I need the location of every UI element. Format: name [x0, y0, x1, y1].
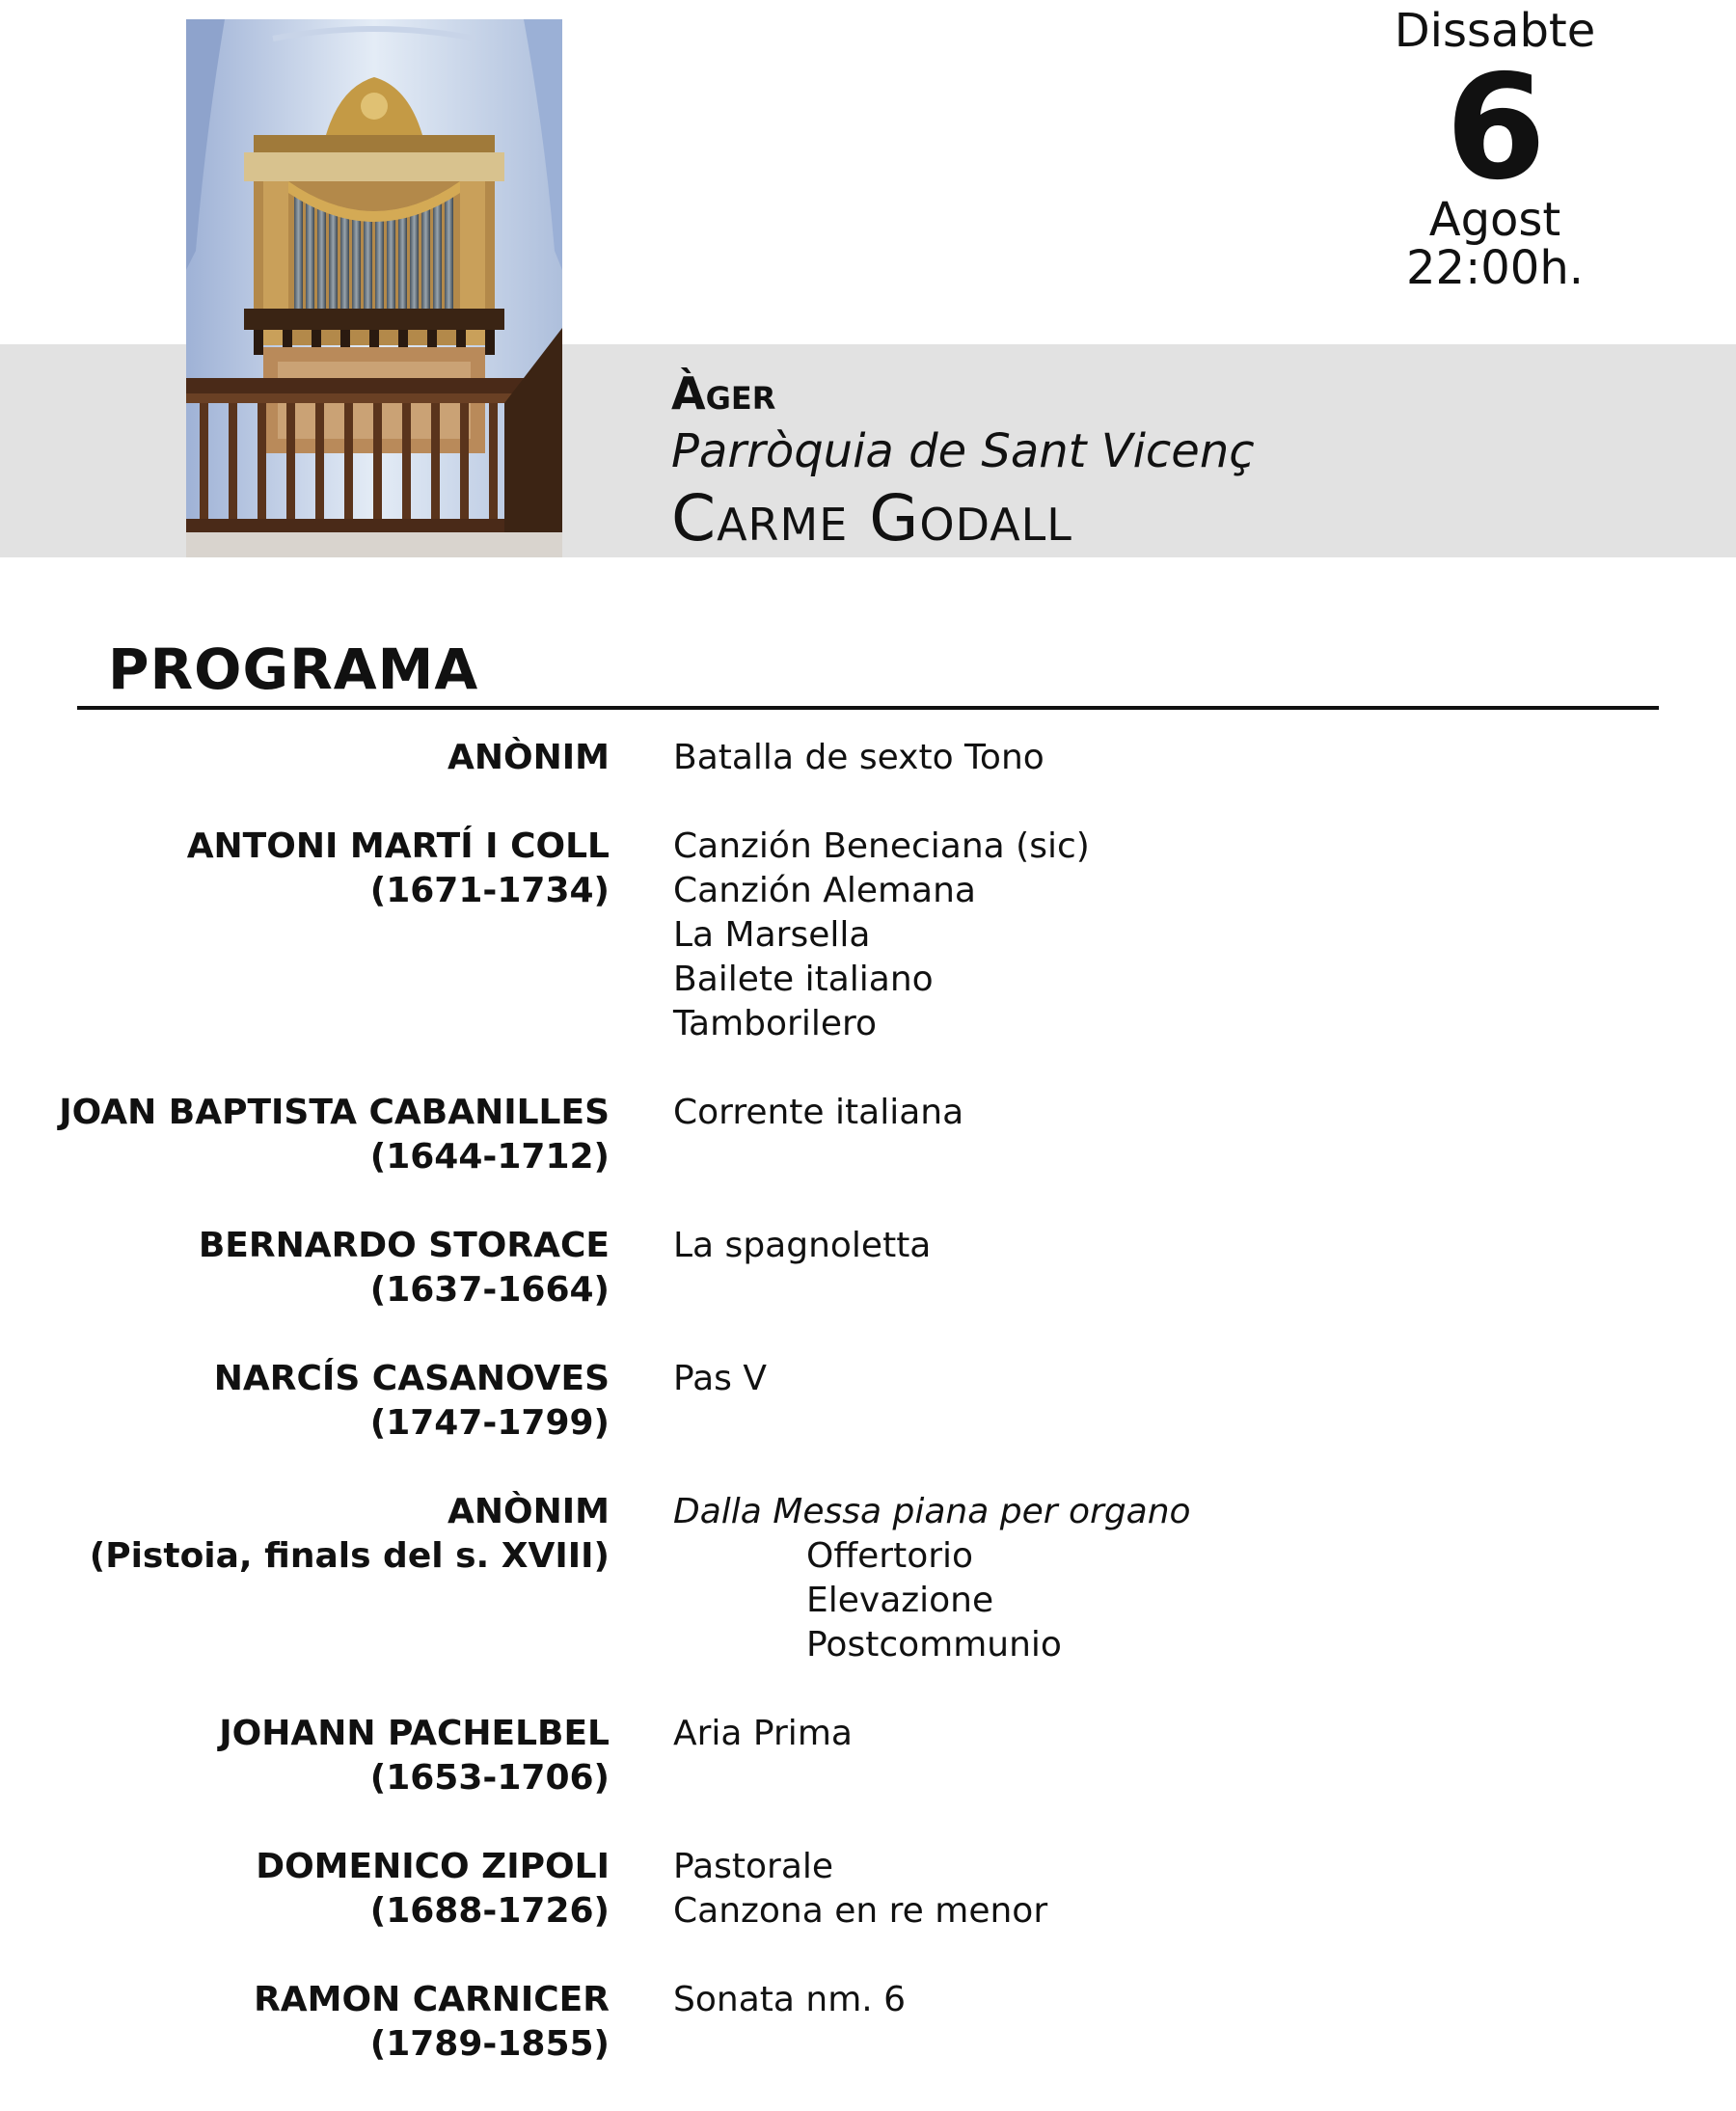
composer-name: JOAN BAPTISTA CABANILLES	[59, 1093, 610, 1132]
composer-name: ANTONI MARTÍ I COLL	[186, 826, 610, 866]
program-entry	[0, 1490, 1736, 1667]
composer-dates: (1747-1799)	[369, 1403, 610, 1443]
composer-dates: (1671-1734)	[369, 871, 610, 910]
work-movement: Postcommunio	[806, 1625, 1062, 1664]
works	[673, 1224, 1736, 1313]
program-entry	[0, 1978, 1736, 2067]
work-title: Canzión Beneciana (sic)	[673, 826, 1090, 866]
venue-town: Àger	[671, 367, 776, 419]
works	[673, 1978, 1736, 2067]
date-day: 6	[1445, 44, 1545, 212]
composer	[0, 1845, 610, 1934]
composer	[0, 1357, 610, 1446]
work-title: La Marsella	[673, 915, 871, 955]
program-entry	[0, 736, 1736, 780]
organ-photo	[186, 19, 562, 557]
work-title: Dalla Messa piana per organo	[673, 1492, 1191, 1531]
work-title: Canzona en re menor	[673, 1891, 1048, 1931]
works	[673, 1845, 1736, 1934]
date-month: Agost	[1428, 193, 1561, 247]
work-title: Tamborilero	[673, 1004, 878, 1043]
venue-church: Parròquia de Sant Vicenç	[671, 424, 1255, 478]
works	[673, 736, 1736, 780]
work-title: Corrente italiana	[673, 1093, 964, 1132]
program-list	[0, 736, 1736, 2111]
work-title: Sonata nm. 6	[673, 1980, 907, 2019]
work-title: La spagnoletta	[673, 1226, 932, 1265]
composer-dates: (1653-1706)	[369, 1758, 610, 1798]
program-entry	[0, 1091, 1736, 1179]
composer-name: RAMON CARNICER	[254, 1980, 610, 2019]
work-movement: Elevazione	[806, 1581, 994, 1620]
composer	[0, 825, 610, 1046]
work-movement: Offertorio	[806, 1536, 974, 1576]
composer-name: DOMENICO ZIPOLI	[256, 1847, 610, 1886]
composer-dates: (1644-1712)	[369, 1137, 610, 1177]
program-entry	[0, 1845, 1736, 1934]
date-time: 22:00h.	[1405, 241, 1584, 295]
composer	[0, 1490, 610, 1667]
works	[673, 1357, 1736, 1446]
date-weekday: Dissabte	[1394, 4, 1596, 58]
composer	[0, 1978, 610, 2067]
work-title: Batalla de sexto Tono	[673, 738, 1044, 777]
program-title: PROGRAMA	[108, 636, 479, 702]
composer-name: ANÒNIM	[448, 738, 610, 777]
program-entry	[0, 1357, 1736, 1446]
works	[673, 1712, 1736, 1800]
works	[673, 1490, 1736, 1667]
composer-dates: (1637-1664)	[369, 1270, 610, 1310]
concert-date	[1350, 4, 1640, 295]
venue-block	[671, 365, 1255, 557]
composer	[0, 1091, 610, 1179]
composer	[0, 736, 610, 780]
program-entry	[0, 1224, 1736, 1313]
work-title: Bailete italiano	[673, 960, 934, 999]
composer-dates: (Pistoia, finals del s. XVIII)	[89, 1536, 610, 1576]
works	[673, 1091, 1736, 1179]
work-title: Pas V	[673, 1359, 767, 1398]
composer-name: ANÒNIM	[448, 1492, 610, 1531]
program-divider	[77, 706, 1659, 710]
composer-name: BERNARDO STORACE	[198, 1226, 610, 1265]
program-entry	[0, 825, 1736, 1046]
program-entry	[0, 1712, 1736, 1800]
work-title: Aria Prima	[673, 1714, 853, 1753]
composer-dates: (1789-1855)	[369, 2024, 610, 2064]
works	[673, 825, 1736, 1046]
composer	[0, 1224, 610, 1313]
composer-dates: (1688-1726)	[369, 1891, 610, 1931]
composer-name: NARCÍS CASANOVES	[213, 1359, 610, 1398]
work-title: Canzión Alemana	[673, 871, 976, 910]
work-title: Pastorale	[673, 1847, 834, 1886]
performer-name: Carme Godall	[671, 481, 1072, 555]
composer	[0, 1712, 610, 1800]
composer-name: JOHANN PACHELBEL	[219, 1714, 610, 1753]
